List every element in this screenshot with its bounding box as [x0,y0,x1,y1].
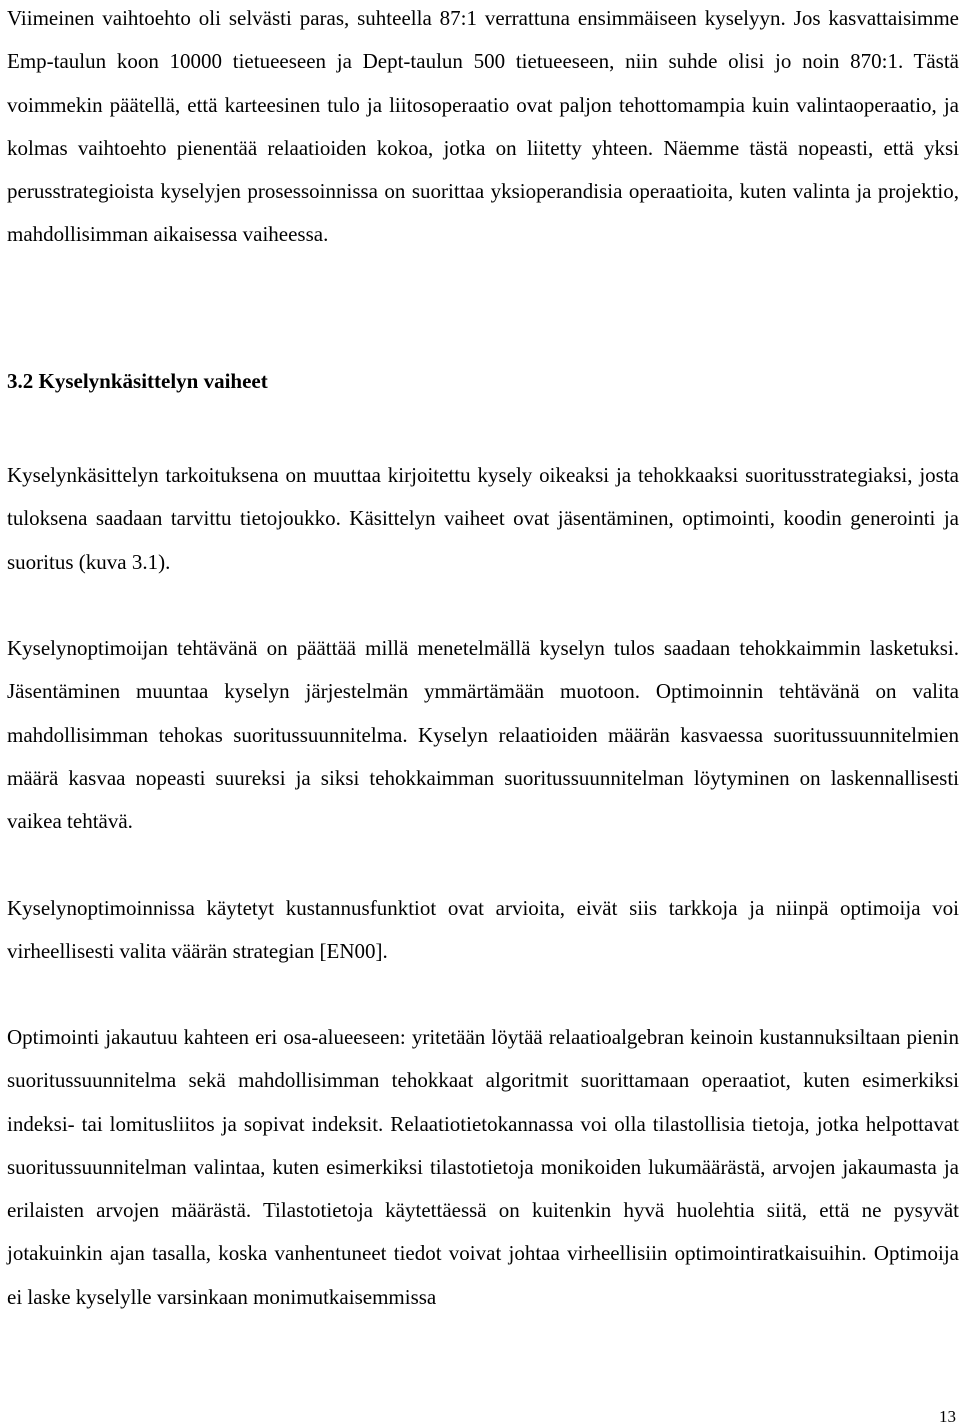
section-heading: 3.2 Kyselynkäsittelyn vaiheet [7,369,268,393]
paragraph-query-optimizer-task: Kyselynoptimoijan tehtävänä on päättää millä menetelmällä kyselyn tulos saadaan tehokkaimmin lasketuksi. Jäsentäminen muuntaa kyselyn järjestelmän ymmärtämään muotoon. Optimoinnin tehtävänä on valita mahdollisimman tehokas suoritussuunnitelma. Kyselyn relaatioiden määrän kasvaessa suoritussuunnitelmien määrä kasvaa nopeasti suureksi ja siksi tehokkaimman suoritussuunnitelman löytyminen on laskennallisesti vaikea tehtävä. [7,636,959,834]
page-number: 13 [939,1407,956,1426]
paragraph-query-comparison: Viimeinen vaihtoehto oli selvästi paras, suhteella 87:1 verrattuna ensimmäiseen kyselyyn. Jos kasvattaisimme Emp-taulun koon 10000 tietueeseen ja Dept-taulun 500 tietueeseen, niin suhde olisi jo noin 870:1. Tästä voimmekin päätellä, että karteesinen tulo ja liitosoperaatio ovat paljon tehottomampia kuin valintaoperaatio, ja kolmas vaihtoehto pienentää relaatioiden kokoa, jotka on liitetty yhteen. Näemme tästä nopeasti, että yksi perusstrategioista kyselyjen prosessoinnissa on suorittaa yksioperandisia operaatioita, kuten valinta ja projektio, mahdollisimman aikaisessa vaiheessa. [7,6,959,247]
paragraph-cost-functions: Kyselynoptimoinnissa käytetyt kustannusfunktiot ovat arvioita, eivät siis tarkkoja ja niinpä optimoija voi virheellisesti valita väärän strategian [EN00]. [7,896,959,964]
paragraph-optimization-areas: Optimointi jakautuu kahteen eri osa-alueeseen: yritetään löytää relaatioalgebran keinoin kustannuksiltaan pienin suoritussuunnitelma sekä mahdollisimman tehokkaat algoritmit suorittamaan operaatiot, kuten esimerkiksi indeksi- tai lomitusliitos ja sopivat indeksit. Relaatiotietokannassa voi olla tilastollisia tietoja, jotka helpottavat suoritussuunnitelman valintaa, kuten esimerkiksi tilastotietoja monikoiden lukumäärästä, arvojen jakaumasta ja erilaisten arvojen määrästä. Tilastotietoja käytettäessä on kuitenkin hyvä huolehtia siitä, että ne pysyvät jotakuinkin ajan tasalla, koska vanhentuneet tiedot voivat johtaa virheellisiin optimointiratkaisuihin. Optimoija ei laske kyselylle varsinkaan monimutkaisemmissa [7,1025,959,1309]
paragraph-query-processing-purpose: Kyselynkäsittelyn tarkoituksena on muuttaa kirjoitettu kysely oikeaksi ja tehokkaaksi suoritusstrategiaksi, josta tuloksena saadaan tarvittu tietojoukko. Käsittelyn vaiheet ovat jäsentäminen, optimointi, koodin generointi ja suoritus (kuva 3.1). [7,463,959,574]
